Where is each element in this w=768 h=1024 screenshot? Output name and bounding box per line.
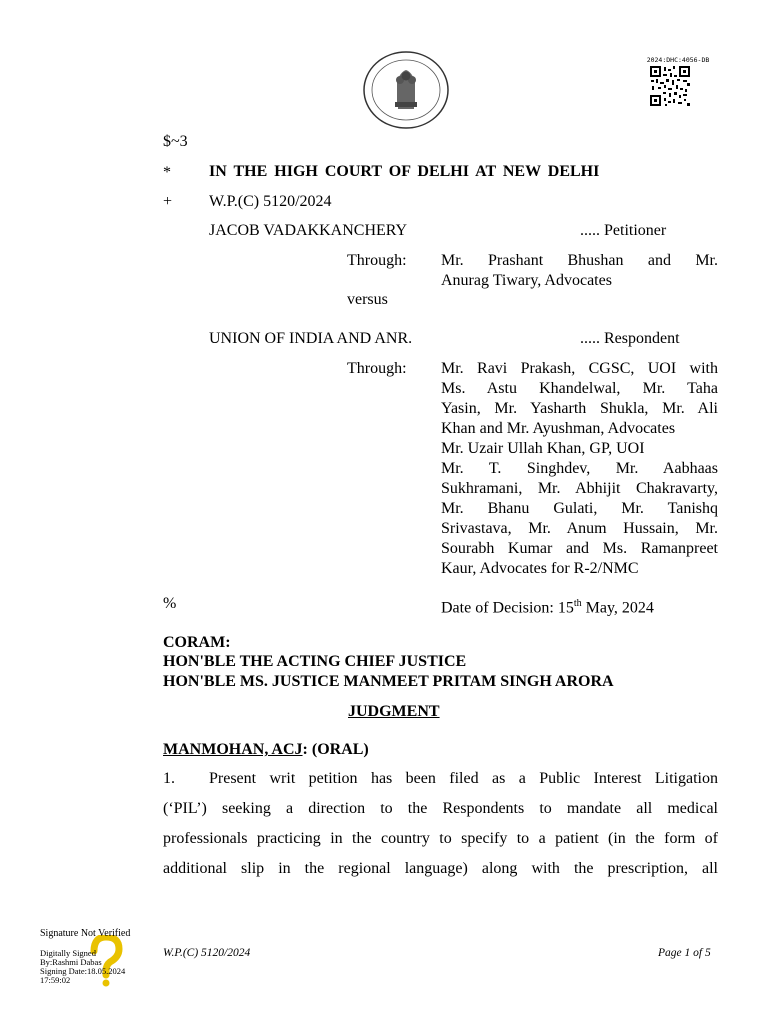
paragraph-line: additional slip in the regional language) along with the prescription, all bbox=[163, 860, 718, 877]
respondent-name: UNION OF INDIA AND ANR. bbox=[209, 330, 413, 347]
respondent-role: ..... Respondent bbox=[580, 330, 680, 347]
decision-date bbox=[441, 594, 654, 618]
star-marker: * bbox=[163, 164, 171, 181]
qr-code-icon bbox=[650, 66, 690, 106]
judgment-paragraph bbox=[163, 764, 718, 884]
case-number: W.P.(C) 5120/2024 bbox=[209, 193, 332, 210]
respondent-counsel-line: Yasin, Mr. Yasharth Shukla, Mr. Ali bbox=[441, 400, 718, 417]
versus-label: versus bbox=[347, 291, 388, 308]
author-name: MANMOHAN, ACJ bbox=[163, 741, 303, 758]
footer-case-ref: W.P.(C) 5120/2024 bbox=[163, 947, 251, 959]
signature-line: Signing Date:18.05.2024 bbox=[40, 966, 126, 976]
respondent-counsel-line: Sourabh Kumar and Ms. Ramanpreet bbox=[441, 540, 718, 557]
petitioner-name: JACOB VADAKKANCHERY bbox=[209, 222, 408, 239]
signature-line: By:Rashmi Dabas bbox=[40, 957, 102, 967]
respondent-counsel-line: Mr. Ravi Prakash, CGSC, UOI with bbox=[441, 360, 718, 377]
petitioner-counsel bbox=[441, 251, 718, 291]
respondent-counsel-line: Sukhramani, Mr. Abhijit Chakravarty, bbox=[441, 480, 718, 497]
respondent-counsel-line: Mr. Bhanu Gulati, Mr. Tanishq bbox=[441, 500, 718, 517]
decision-rest: May, 2024 bbox=[581, 599, 654, 617]
paragraph-text: Present writ petition has been filed as a Public Interest Litigation bbox=[209, 770, 718, 787]
coram-label: CORAM: bbox=[163, 634, 231, 651]
respondent-counsel-line: Mr. Uzair Ullah Khan, GP, UOI bbox=[441, 440, 645, 457]
plus-marker: + bbox=[163, 193, 173, 210]
signature-block[interactable] bbox=[40, 929, 160, 989]
judgment-author bbox=[163, 740, 369, 760]
signature-line: Digitally Signed bbox=[40, 948, 96, 958]
paragraph-line bbox=[163, 764, 718, 794]
court-emblem bbox=[362, 50, 450, 130]
decision-label: Date of Decision: 15 bbox=[441, 599, 574, 617]
signature-status: Signature Not Verified bbox=[40, 928, 131, 939]
footer-page-number: Page 1 of 5 bbox=[658, 947, 711, 959]
qr-code-id: 2024:DHC:4056-DB bbox=[646, 56, 710, 64]
coram-judge: HON'BLE THE ACTING CHIEF JUSTICE bbox=[163, 653, 467, 670]
respondent-counsel-line: Khan and Mr. Ayushman, Advocates bbox=[441, 420, 676, 437]
paragraph-number: 1. bbox=[163, 770, 175, 787]
court-title: IN THE HIGH COURT OF DELHI AT NEW DELHI bbox=[209, 163, 600, 180]
respondent-through-label: Through: bbox=[347, 360, 407, 377]
respondent-counsel-line: Kaur, Advocates for R-2/NMC bbox=[441, 560, 639, 577]
paragraph-line: (‘PIL’) seeking a direction to the Respondents to mandate all medical bbox=[163, 800, 718, 817]
case-marker: $~3 bbox=[163, 133, 188, 150]
author-suffix: : (ORAL) bbox=[302, 741, 369, 758]
signature-line: 17:59:02 bbox=[40, 975, 71, 985]
petitioner-role: ..... Petitioner bbox=[580, 222, 667, 239]
respondent-counsel-line: Srivastava, Mr. Anum Hussain, Mr. bbox=[441, 520, 718, 537]
decision-ordinal: th bbox=[573, 598, 582, 609]
petitioner-through-label: Through: bbox=[347, 252, 407, 269]
respondent-counsel-line: Ms. Astu Khandelwal, Mr. Taha bbox=[441, 380, 718, 397]
respondent-counsel-line: Mr. T. Singhdev, Mr. Aabhaas bbox=[441, 460, 718, 477]
judgment-heading: JUDGMENT bbox=[348, 703, 440, 720]
qr-code-block bbox=[638, 56, 718, 106]
respondent-counsel bbox=[441, 359, 718, 579]
paragraph-line: professionals practicing in the country to specify to a patient (in the form of bbox=[163, 830, 718, 847]
coram-judge: HON'BLE MS. JUSTICE MANMEET PRITAM SINGH ARORA bbox=[163, 673, 614, 690]
percent-marker: % bbox=[163, 595, 177, 612]
petitioner-counsel-line: Mr. Prashant Bhushan and Mr. bbox=[441, 252, 718, 269]
petitioner-counsel-line: Anurag Tiwary, Advocates bbox=[441, 272, 612, 289]
